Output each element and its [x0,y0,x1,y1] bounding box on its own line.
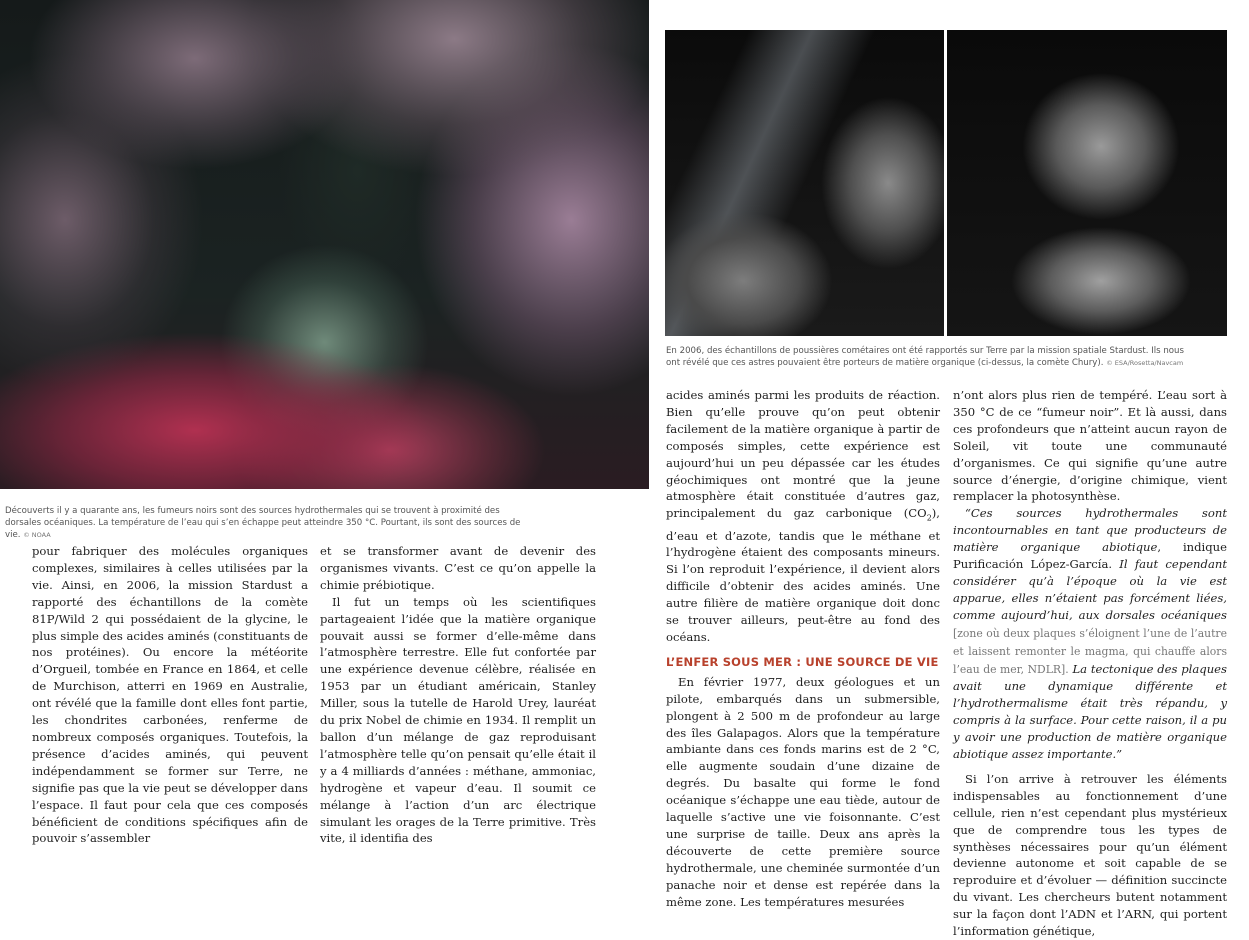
article-column-2 [320,543,596,847]
col4-paragraph-1: n’ont alors plus rien de tempéré. L’eau sort à 350 °C de ce “fumeur noir”. Et là aussi, dans ces profondeurs que n’atteint aucun rayon de Soleil, vit toute une communauté d’organismes. Ce qui signifie qu’une autre source d’énergie, d’origine chimique, vient remplacer la photosynthèse. [953,388,1227,504]
comet-photo-credit: © ESA/Rosetta/Navcam [1106,359,1184,367]
col3-paragraph-2: En février 1977, deux géologues et un pilote, embarqués dans un submersible, plongent à 2 500 m de profondeur au large des îles Galapagos. Alors que la température ambiante dans ces fonds marins est de 2 °C, elle augmente soudain d’une dizaine de degrés. Du basalte qui forme le fond océanique s’échappe une eau tiède, autour de laquelle s’active une vie foisonnante. C’est une surprise de taille. Deux ans après la découverte de cette première source hydrothermale, une cheminée surmontée d’un panache noir et dense est repérée dans la même zone. Les températures mesurées [666,674,940,909]
col4-paragraph-2: Si l’on arrive à retrouver les éléments indispensables au fonctionnement d’une cellule, rien n’est cependant plus mystérieux que de comprendre tous les types de synthèses nécessaires pour qu’un élément devienne autonome et soit capable de se reproduire et d’évoluer — définition succincte du vivant. Les chercheurs butent notamment sur la façon dont l’ADN et l’ARN, qui portent l’information génétique, [953,771,1227,939]
vent-photo-caption [5,505,525,541]
section-subheading: L’ENFER SOUS MER : UNE SOURCE DE VIE [666,654,939,669]
article-column-4 [953,387,1227,940]
comet-photo-left [665,30,944,336]
comet-caption-text: En 2006, des échantillons de poussières cométaires ont été rapportés sur Terre par la mission spatiale Stardust. Ils nous ont révélé que ces astres pouvaient être porteurs de matière organique (ci-dessus, la comète Chury). [666,346,1184,368]
col2-paragraph-1: et se transformer avant de devenir des organismes vivants. C’est ce qu’on appelle la chimie prébiotique. [320,544,596,592]
article-column-1 [32,543,308,847]
col2-paragraph-2: Il fut un temps où les scientifiques partageaient l’idée que la matière organique pouvait aussi se former d’elle-même dans l’atmosphère terrestre. Elle fut confortée par une expérience devenue célèbre, réalisée en 1953 par un étudiant américain, Stanley Miller, sous la tutelle de Harold Urey, lauréat du prix Nobel de chimie en 1934. Il remplit un ballon d’un mélange de gaz reproduisant l’atmosphère telle qu’on pensait qu’elle était il y a 4 milliards d’années : méthane, ammoniac, hydrogène et vapeur d’eau. Il soumit ce mélange à l’action d’un arc électrique simulant les orages de la Terre primitive. Très vite, il identifia des [320,594,596,846]
article-column-3 [666,387,940,911]
comet-photo-right [947,30,1227,336]
col1-paragraph: pour fabriquer des molécules organiques complexes, similaires à celles utilisées par la vie. Ainsi, en 2006, la mission Stardust a rapporté des échantillons de la comète 81P/Wild 2 qui possédaient de la glycine, le plus simple des acides aminés (constituants de nos protéines). Ou encore la météorite d’Orgueil, tombée en France en 1864, et celle de Murchison, atterri en 1969 en Australie, ont révélé que la famille dont elles font partie, les chondrites carbonées, renferme de nombreux composés organiques. Toutefois, la présence d’acides aminés, qui peuvent indépendamment se former sur Terre, ne signifie pas que la vie peut se développer dans l’espace. Il faut pour cela que ces composés bénéficient de conditions spécifiques afin de pouvoir s’assembler [32,544,308,846]
comet-photo-caption [666,345,1186,369]
vent-caption-text: Découverts il y a quarante ans, les fumeurs noirs sont des sources hydrothermales qui se trouvent à proximité des dorsales océaniques. La température de l’eau qui s’en échappe peut atteindre 350 °C. Pourtant, ils sont des sources de vie. [5,506,521,540]
vent-photo-credit: © NOAA [23,531,51,539]
col3-paragraph-1: acides aminés parmi les produits de réaction. Bien qu’elle prouve qu’on peut obtenir facilement de la matière organique à partir de composés simples, cette expérience est aujourd’hui un peu dépassée car les études géochimiques ont montré que la jeune atmosphère était constituée d’autres gaz, principalement du gaz carbonique $(CO_2)$, d’eau et d’azote, tandis que le méthane et l’hydrogène étaient des composants mineurs. Si l’on reproduit l’expérience, il devient alors difficile d’obtenir des acides aminés. Une autre filière de matière organique doit donc se trouver ailleurs, peut-être au fond des océans. [666,388,940,644]
col4-quote-paragraph: “Ces sources hydrothermales sont incontournables en tant que producteurs de matière organique abiotique, indique Purificación López-García. Il faut cependant considérer qu’à l’époque où la vie est apparue, elles n’étaient pas forcément liées, comme aujourd’hui, aux dorsales océaniques [zone où deux plaques s’éloignent l’une de l’autre et laissent remonter le magma, qui chauffe alors l’eau de mer, NDLR]. La tectonique des plaques avait une dynamique différente et l’hydrothermalisme était très répandu, y compris à la surface. Pour cette raison, il a pu y avoir une production de matière organique abiotique assez importante.” [953,506,1227,762]
hydrothermal-vent-photo [0,0,649,489]
